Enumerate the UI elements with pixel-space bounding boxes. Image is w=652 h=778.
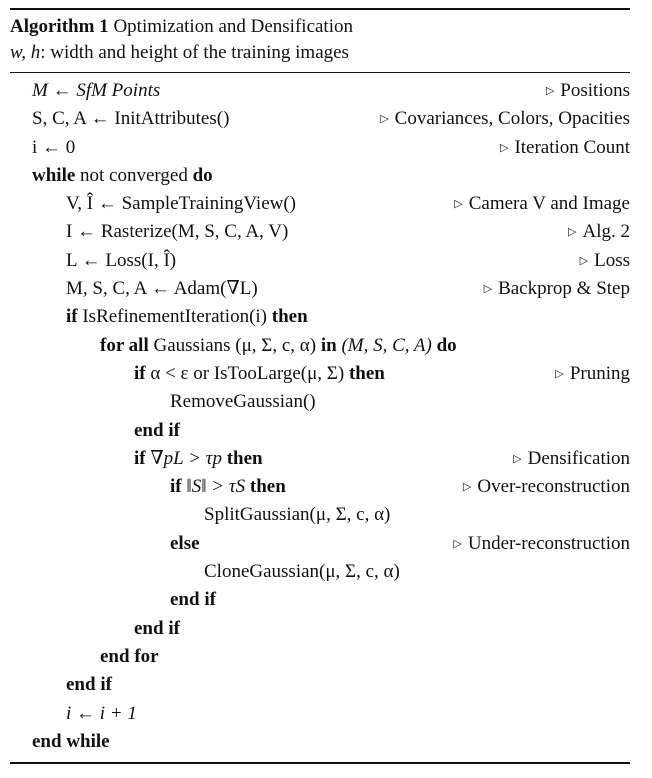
algorithm-body: [10, 73, 630, 756]
comment-triangle-icon: ▷: [545, 85, 555, 97]
comment-text: Camera V and Image: [468, 193, 630, 215]
comment: [568, 218, 630, 248]
comment: [580, 247, 630, 277]
statement: [134, 360, 385, 388]
input-description: : width and height of the training images: [40, 42, 349, 63]
algorithm-caption: [10, 10, 630, 66]
statement: M, S, C, A ← Adam(∇L): [66, 278, 258, 300]
algo-line-14: [10, 445, 630, 473]
keyword-then: then: [226, 447, 263, 469]
statement: i ← 0: [32, 136, 76, 158]
comment-text: Under-reconstruction: [467, 532, 630, 554]
algo-line-16: [10, 501, 630, 529]
statement: V, Î ← SampleTrainingView(): [66, 193, 297, 215]
keyword-then: then: [271, 306, 308, 328]
keyword-end-if: end if: [66, 674, 112, 696]
statement: [170, 473, 286, 501]
comment: [546, 77, 630, 107]
input-vars: w, h: [10, 42, 41, 63]
statement: I ← Rasterize(M, S, C, A, V): [66, 221, 289, 243]
algo-line-12: [10, 388, 630, 416]
bottom-rule: [10, 762, 630, 764]
algo-line-20: [10, 615, 630, 643]
algorithm-box: [10, 8, 630, 764]
statement: [134, 445, 263, 473]
algo-line-18: [10, 558, 630, 586]
statement: [32, 162, 213, 190]
algo-line-15: [10, 473, 630, 501]
comment-triangle-icon: ▷: [462, 481, 472, 494]
algo-line-13: [10, 417, 630, 445]
keyword-if: if: [170, 476, 182, 498]
comment-text: Over-reconstruction: [477, 476, 630, 498]
condition: not converged: [80, 164, 188, 186]
algo-line-21: [10, 643, 630, 671]
loop-variable: Gaussians (μ, Σ, c, α): [153, 334, 317, 356]
comment-text: Loss: [594, 249, 630, 271]
algo-line-11: [10, 360, 630, 388]
comment-triangle-icon: ▷: [380, 113, 389, 126]
algo-line-5: [10, 190, 630, 218]
algorithm-title: Optimization and Densification: [113, 16, 353, 37]
algo-line-22: [10, 671, 630, 699]
keyword-else: else: [170, 532, 200, 554]
keyword-end-for: end for: [100, 645, 159, 667]
comment-text: Backprop & Step: [498, 278, 630, 300]
comment-triangle-icon: ▷: [499, 141, 509, 154]
keyword-end-if: end if: [134, 419, 180, 441]
keyword-do: do: [192, 164, 213, 186]
comment: [380, 105, 630, 135]
comment-text: Pruning: [569, 362, 630, 384]
algo-line-10: [10, 332, 630, 360]
comment-text: Covariances, Colors, Opacities: [394, 108, 630, 130]
algo-line-8: [10, 275, 630, 303]
comment-text: Iteration Count: [514, 136, 630, 158]
condition: ‖S‖ > τS: [186, 476, 246, 498]
statement: L ← Loss(I, Î): [66, 249, 177, 271]
keyword-do: do: [436, 334, 457, 356]
statement: CloneGaussian(μ, Σ, c, α): [204, 561, 400, 583]
comment: [500, 134, 630, 164]
comment-text: Positions: [560, 80, 630, 101]
algo-line-2: [10, 105, 630, 133]
algo-line-24: [10, 728, 630, 756]
comment: [453, 530, 630, 560]
comment-text: Alg. 2: [582, 221, 630, 243]
statement: M ← SfM Points: [32, 80, 161, 101]
keyword-for-all: for all: [100, 334, 149, 356]
comment: [454, 190, 630, 220]
comment-text: Densification: [527, 447, 630, 469]
condition: ∇pL > τp: [150, 447, 222, 469]
keyword-if: if: [66, 306, 78, 328]
algo-line-19: [10, 586, 630, 614]
algo-line-17: [10, 530, 630, 558]
comment-triangle-icon: ▷: [568, 226, 577, 239]
algo-line-6: [10, 218, 630, 246]
comment: [484, 275, 630, 305]
keyword-if: if: [134, 447, 146, 469]
comment-triangle-icon: ▷: [579, 254, 589, 267]
algorithm-label: Algorithm 1: [10, 16, 109, 37]
comment-triangle-icon: ▷: [555, 367, 564, 380]
keyword-end-while: end while: [32, 730, 110, 752]
comment-triangle-icon: ▷: [513, 452, 522, 465]
algo-line-1: [10, 77, 630, 105]
statement: SplitGaussian(μ, Σ, c, α): [204, 504, 391, 526]
condition: IsRefinementIteration(i): [82, 306, 268, 328]
keyword-in: in: [320, 334, 337, 356]
algo-line-3: [10, 134, 630, 162]
algo-line-7: [10, 247, 630, 275]
comment: [555, 360, 630, 390]
comment-triangle-icon: ▷: [483, 283, 493, 296]
comment-triangle-icon: ▷: [454, 198, 463, 211]
comment-triangle-icon: ▷: [453, 537, 462, 550]
comment: [463, 473, 630, 503]
keyword-end-if: end if: [170, 589, 216, 611]
statement: RemoveGaussian(): [170, 391, 316, 413]
statement: S, C, A ← InitAttributes(): [32, 108, 230, 130]
algo-line-23: [10, 700, 630, 728]
keyword-while: while: [32, 164, 76, 186]
keyword-then: then: [249, 476, 286, 498]
keyword-if: if: [134, 362, 146, 384]
condition: α < ε or IsTooLarge(μ, Σ): [150, 362, 345, 384]
loop-collection: (M, S, C, A): [341, 334, 432, 356]
statement: i ← i + 1: [66, 702, 137, 724]
statement: [100, 332, 457, 360]
comment: [513, 445, 630, 475]
algo-line-9: [10, 303, 630, 331]
keyword-then: then: [348, 362, 385, 384]
keyword-end-if: end if: [134, 617, 180, 639]
algo-line-4: [10, 162, 630, 190]
statement: [66, 303, 308, 331]
